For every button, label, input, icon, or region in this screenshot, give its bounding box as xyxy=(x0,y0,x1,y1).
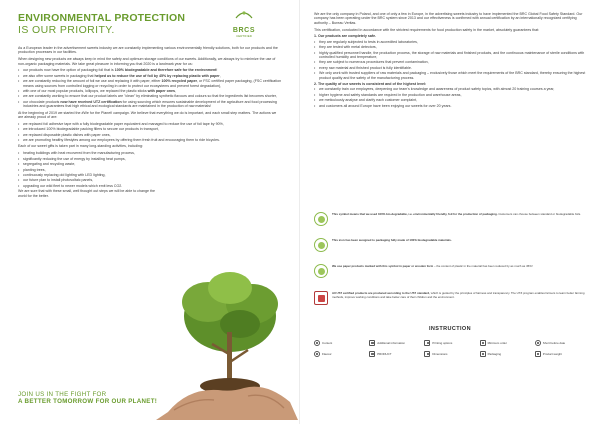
activities-list xyxy=(18,151,158,188)
list-item: • we are constantly reducing the amount of foil we use and replacing it with paper, either 100% recycled paper, or FSC certified paper packaging, (FSC certification means using sources from controlled logging or recycling in order to protect our ecosystems and prevent forest degradation), xyxy=(18,79,282,88)
list-item: • we also offer some sweets in packaging that helped us to reduce the use of foil by 45% by replacing plastic with paper, xyxy=(18,74,282,78)
instr-minimum-order: Minimum order xyxy=(480,337,535,348)
brcs-logo xyxy=(228,8,260,38)
instr-packaging: Packaging xyxy=(480,348,535,359)
brc-paragraph: We are the only company in Poland, and one of only a few in Europe, in the advertising sweets industry to have implemented the BRC Global Food Safety Standard. Our company has been operating under the BRC system since 2013 and our effectiveness is confirmed with annual certification by an internationally recognized certifying authority – Bureau Veritas. xyxy=(314,12,583,25)
campaign-actions-list xyxy=(18,122,282,143)
safety-heading: 1. Our products are completely safe. xyxy=(314,34,377,39)
list-item: • we replaced foil adhesive tape with a fully biodegradable paper equivalent and managed to reduce the use of foil tape by 90%, xyxy=(18,122,282,126)
biodegradable-packaging-icon xyxy=(314,238,328,252)
list-item: • our products now have the option of packaging foil that is 100% biodegradable and therefore safe for the environment! xyxy=(18,68,282,72)
closing-paragraph: We are sure that with these small, well thought out steps we will be able to change the world for the better. xyxy=(18,189,155,198)
page-title: ENVIRONMENTAL PROTECTION xyxy=(18,12,186,24)
list-item: • continuously replacing old lighting with LED lighting, xyxy=(18,173,158,177)
box-icon xyxy=(480,351,486,357)
instr-content: Content xyxy=(314,337,369,348)
list-item: • heating buildings with heat recovered from the manufacturing process, xyxy=(18,151,158,155)
list-item: • we replaced disposable plastic dishes with paper ones, xyxy=(18,133,282,137)
list-item: • we are promoting healthy lifestyles among our employees by offering them fresh fruit and encouraging them to ride bicycles. xyxy=(18,138,282,142)
weight-icon xyxy=(535,351,541,357)
content-icon xyxy=(314,340,320,346)
instr-printing-options: Printing options xyxy=(424,337,479,348)
list-item: • our future plan to install photovoltaic panels, xyxy=(18,178,158,182)
list-item: • every raw material and finished product is fully identifiable. xyxy=(314,66,588,70)
activities-paragraph: Each of our sweet gifts is taken part in many long-standing activities, including: xyxy=(18,144,144,149)
instr-product-weight: Product weight xyxy=(535,348,590,359)
list-item: • We only work with trusted suppliers of raw materials and packaging – exclusively those which meet the requirements of the BRC standard, thereby ensuring the highest product quality and the safety of the manufacturing process. xyxy=(314,71,588,80)
product-icon xyxy=(369,351,375,357)
list-item: • we introduced 100% biodegradable packing fillers to secure our products in transport, xyxy=(18,127,282,131)
intro-paragraph: As a European leader in the advertisement sweets industry we are constantly implementing various environmentally friendly solutions, both for our products and the production processes in our facilities. xyxy=(18,46,278,55)
list-item: • highly qualified personnel handle, the production process, the storage of raw materials and finished products, and the continuous maintenance of sterile conditions with controlled humidity and temperature, xyxy=(314,51,588,60)
safety-list xyxy=(314,40,588,80)
quality-heading: 2. The quality of our sweets is consistent and of the highest level: xyxy=(314,82,427,87)
list-item: • upgrading our wild fleet to newer models which emit less CO2. xyxy=(18,184,158,188)
clock-icon xyxy=(535,340,541,346)
join-line-1: JOIN US IN THE FIGHT FOR xyxy=(18,391,107,398)
instr-product: PRODUCT xyxy=(369,348,424,359)
brcs-logo-text: BRCS xyxy=(232,27,256,34)
info-icon xyxy=(369,340,375,346)
list-item: • planting trees, xyxy=(18,168,158,172)
instr-flavour: Flavour xyxy=(314,348,369,359)
hands-holding-plant-image xyxy=(148,262,298,420)
instr-additional-information: Additional information xyxy=(369,337,424,348)
ruler-icon xyxy=(424,351,430,357)
list-item: • we constantly train our employees, deepening our team's knowledge and awareness of product safety topics, with almost 20 training courses a year, xyxy=(314,87,588,91)
biodegradable-foil-icon xyxy=(314,212,328,226)
list-item: • they are tested with metal detectors, xyxy=(314,45,588,49)
campaign-paragraph: At the beginning of 2019 we started the #We for the Planet! campaign. We believe that everything we do is important, and each small step matters. The actions we are already proud of are: xyxy=(18,110,277,120)
certification-paragraph: This certification, conducted in accordance with the strictest requirements for food production safety in the market, absolutely guarantees that: xyxy=(314,27,540,32)
instr-dimensions: Dimensions xyxy=(424,348,479,359)
list-item: • we meticulously analyse and clarify each customer complaint, xyxy=(314,98,588,102)
paper-products-icon xyxy=(314,264,328,278)
join-us-slogan xyxy=(18,391,157,405)
design-paragraph: When designing new products we always keep in mind the safety and optimum storage conditions of our sweets. Additionally, we always try to minimize the use of non-organic packaging materials. We take great pleasure in informing you that 2020 is a landmark year for us: xyxy=(18,57,276,66)
list-item: • and customers all around Europe have been enjoying our sweets for over 20 years. xyxy=(314,104,588,108)
achievements-list xyxy=(18,68,282,108)
instr-short-before-date: Short before date xyxy=(535,337,590,348)
right-body xyxy=(314,12,588,109)
utz-certified-icon xyxy=(314,291,328,305)
brcs-leaf-icon xyxy=(228,8,260,22)
list-item: • significantly reducing the use of energy by installing heat pumps, xyxy=(18,157,158,161)
order-icon xyxy=(480,340,486,346)
list-item: • our chocolate products now have received UTZ certification for using sourcing which ensures sustainable development of the agriculture and food processing industries and guarantees that high ethical and ecological standards are maintained in the production of raw materials! xyxy=(18,100,282,109)
right-page: We are the only company in Poland, and one of only a few in Europe, in the advertising sweets industry to have implemented the BRC Global Food Safety Standard. Our company has been operating under the BRC system since 2013 and our effectiveness is confirmed with annual certification by an internationally recognized certifying authority – Bureau Veritas. This certification, conducted in accordance with the strictest requirements for food production safety in the market, absolutely guarantees that: 1. Our products are completely safe. • they are regularly subjected to tests in accredited laboratories, • they are tested with metal detectors, • highly qualified personnel handle, the production process, the storage of raw materials and finished products, and the continuous maintenance of sterile conditions with controlled humidity and temperature, • they are subject to numerous procedures that prevent contamination, • every raw material and finished product is fully identifiable. • We only work with trusted suppliers of raw materials and packaging – exclusively those which meet the requirements of the BRC standard, thereby ensuring the highest product quality and the safety of the manufacturing process. 2. The quality of our sweets is consistent and of the highest level: • we constantly train our employees, deepening our team's knowledge and awareness of product safety topics, with almost 20 training courses a year, • higher hygiene and safety standards are required in the production and warehouse areas, • we meticulously analyse and clarify each customer complaint, • and customers all around Europe have been enjoying our sweets for over 20 years. This symbol means that we used 100% bio-degradable, i.e. environmentally friendly, foil for the production of packaging. Customers can choose between standard or biodegradable foils. This icon has been assigned to packaging fully made of 100% biodegradable materials. We use paper products marked with this symbol in paper or wooden form – the content of plastic in the material has been reduced by as much as 45%! All UTZ certified products are produced according to the UTZ standard, which is guided by the principles of fairness and transparency. The UTZ program enables farmers to learn better farming methods, improve working conditions and take better care of their children and the environment. INSTRUCTION Content Additional information Printing options Minimum order Short before date Flavour PRODUCT Dimensions Packaging Product weight xyxy=(300,0,600,424)
printer-icon xyxy=(424,340,430,346)
instruction-legend xyxy=(314,337,590,359)
list-item: • we are constantly working to ensure that our product labels are "clean" by eliminating synthetic flavours and colours so that the ingredients list becomes shorter, xyxy=(18,94,282,98)
list-item: • with one of our most popular products, lollipops, we replaced the plastic sticks with paper ones, xyxy=(18,89,282,93)
brcs-logo-sub: CERTIFIED xyxy=(236,34,252,38)
page-subtitle: IS OUR PRIORITY. xyxy=(18,24,115,36)
instruction-title: INSTRUCTION xyxy=(429,326,471,332)
join-line-2: A BETTER TOMORROW FOR OUR PLANET! xyxy=(18,398,158,405)
list-item: • higher hygiene and safety standards are required in the production and warehouse areas, xyxy=(314,93,588,97)
list-item: • they are regularly subjected to tests in accredited laboratories, xyxy=(314,40,588,44)
list-item: • they are subject to numerous procedures that prevent contamination, xyxy=(314,60,588,64)
list-item: • segregating and recycling waste, xyxy=(18,162,158,166)
flavour-icon xyxy=(314,351,320,357)
quality-list xyxy=(314,87,588,108)
left-body xyxy=(18,46,282,200)
